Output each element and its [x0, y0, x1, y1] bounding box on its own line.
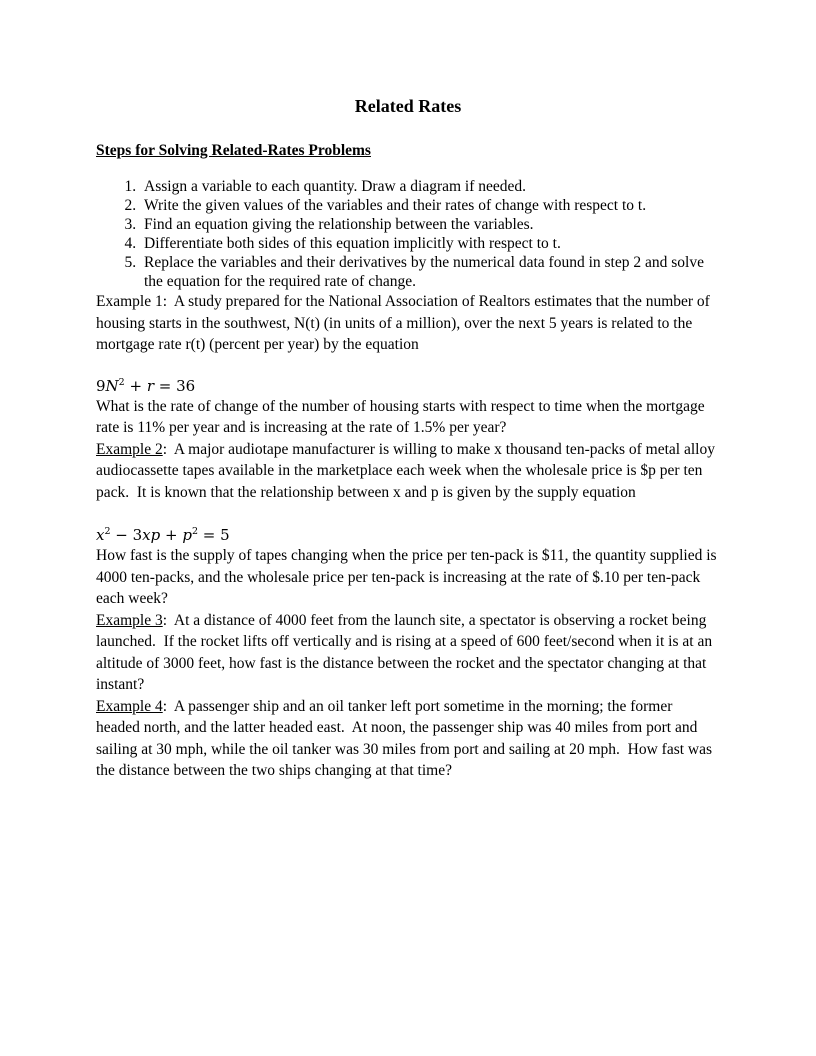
steps-list: [96, 177, 720, 291]
example-4-label: Example 4: [96, 697, 163, 715]
example-2-question: How fast is the supply of tapes changing when the price per ten-pack is $11, the quantity supplied is 4000 ten-packs, and the wholesale price per ten-pack is increasing at the rate of $.10 per ten-pack each week?: [96, 547, 721, 607]
step-item-2: 2. Write the given values of the variables and their rates of change with respect to t.: [140, 196, 720, 215]
example-2-label: Example 2: [96, 440, 163, 458]
example-1-equation: $9N^2 + r = 36$: [96, 376, 196, 395]
example-2-paragraph: [96, 439, 720, 504]
document-title: Related Rates: [354, 96, 462, 116]
example-1-body: : A study prepared for the National Association of Realtors estimates that the number of housing starts in the southwest, N(t) (in units of a million), over the next 5 years is related to the mortgage rate r(t) (percent per year) by the equation: [96, 293, 714, 353]
step-item-3: 3. Find an equation giving the relationship between the variables.: [140, 215, 720, 234]
example-3-paragraph: [96, 610, 720, 696]
step-item-1: 1. Assign a variable to each quantity. Draw a diagram if needed.: [140, 177, 720, 196]
example-1-label: Example 1: [96, 293, 163, 310]
example-2-body: : A major audiotape manufacturer is willing to make x thousand ten-packs of metal alloy audiocassette tapes available in the marketplace each week when the wholesale price is $p per ten pack. It is known that the relationship between x and p is given by the supply equation: [96, 440, 719, 501]
example-3-label: Example 3: [96, 611, 163, 629]
example-1-paragraph: [96, 291, 720, 356]
step-item-5: 5. Replace the variables and their derivatives by the numerical data found in step 2 and solve the equation for the required rate of change.: [140, 253, 720, 291]
example-4-body: : A passenger ship and an oil tanker left port sometime in the morning; the former headed north, and the latter headed east. At noon, the passenger ship was 40 miles from port and sailing at 30 mph, while the oil tanker was 30 miles from port and sailing at 20 mph. How fast was the distance between the two ships changing at that time?: [96, 697, 716, 779]
example-4-paragraph: [96, 696, 720, 782]
example-1-question: What is the rate of change of the number of housing starts with respect to time when the mortgage rate is 11% per year and is increasing at the rate of 1.5% per year?: [96, 397, 709, 436]
example-3-body: : At a distance of 4000 feet from the launch site, a spectator is observing a rocket being launched. If the rocket lifts off vertically and is rising at a speed of 600 feet/second when it is at an altitude of 3000 feet, how fast is the distance between the rocket and the spectator changing at that instant?: [96, 611, 716, 693]
step-item-4: 4. Differentiate both sides of this equation implicitly with respect to t.: [140, 234, 720, 253]
section-heading: Steps for Solving Related-Rates Problems: [96, 142, 371, 159]
example-2-equation: $x^2 - 3xp + p^2 = 5$: [96, 526, 230, 544]
